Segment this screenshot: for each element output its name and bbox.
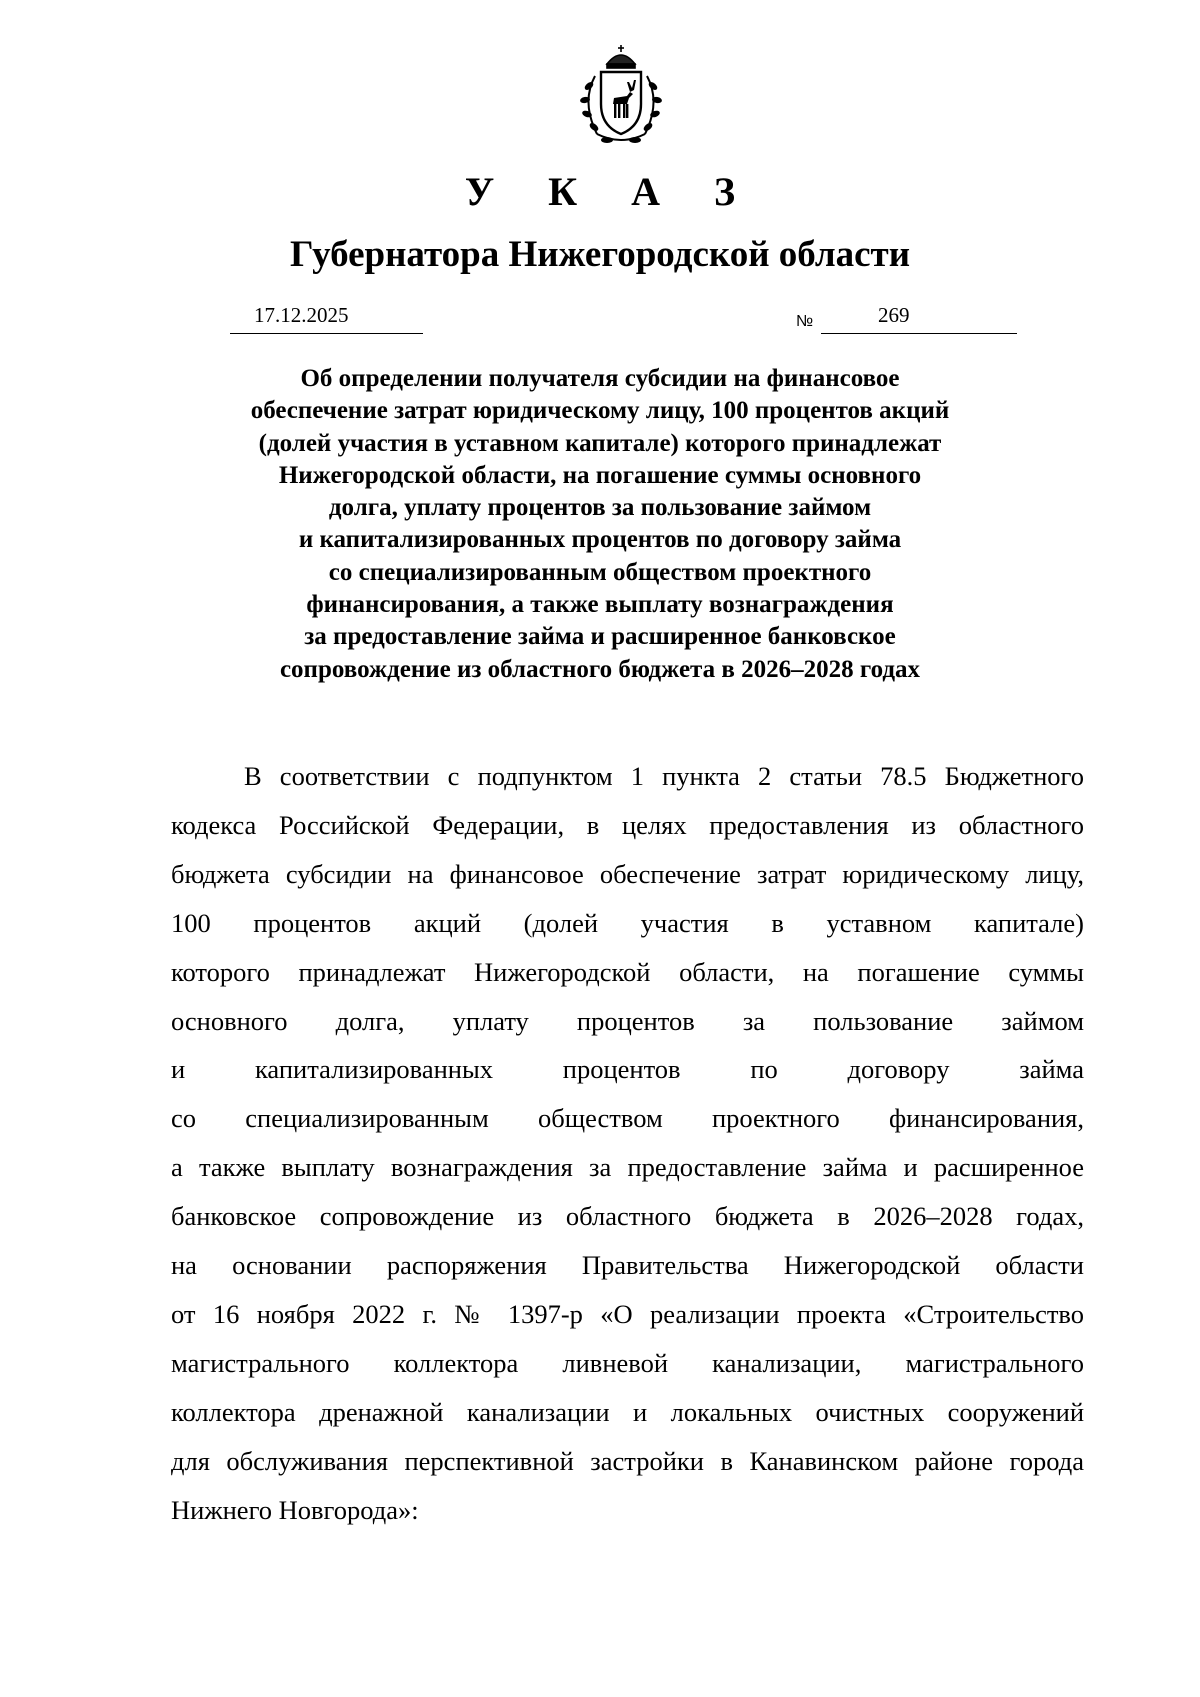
document-date-field	[230, 303, 423, 334]
document-date: 17.12.2025	[254, 303, 349, 327]
subject-line: (долей участия в уставном капитале) которого принадлежат	[258, 429, 942, 457]
body-line: на основании распоряжения Правительства Нижегородской области	[171, 1250, 1084, 1281]
document-subject	[150, 363, 1050, 686]
body-line: от 16 ноября 2022 г. № 1397-р «О реализации проекта «Строительство	[171, 1298, 1084, 1329]
coat-of-arms-emblem	[567, 42, 675, 150]
number-sign: №	[796, 313, 814, 330]
subject-line: сопровождение из областного бюджета в 2026–2028 годах	[279, 655, 921, 683]
body-line: магистрального коллектора ливневой канализации, магистрального	[171, 1347, 1084, 1378]
subject-line: финансирования, а также выплату вознаграждения	[306, 591, 894, 619]
document-title: У К А З	[464, 169, 758, 214]
body-line: для обслуживания перспективной застройки в Канавинском районе города	[171, 1445, 1084, 1476]
subject-line: долга, уплату процентов за пользование займом	[328, 494, 872, 522]
subject-line: обеспечение затрат юридическому лицу, 100 процентов акций	[250, 397, 950, 425]
body-line: со специализированным обществом проектного финансирования,	[171, 1103, 1084, 1134]
body-line: Нижнего Новгорода»:	[171, 1494, 419, 1525]
body-line: коллектора дренажной канализации и локальных очистных сооружений	[171, 1396, 1084, 1427]
body-line: и капитализированных процентов по договору займа	[171, 1054, 1084, 1085]
subject-line: за предоставление займа и расширенное банковское	[304, 623, 896, 651]
body-line: бюджета субсидии на финансовое обеспечение затрат юридическому лицу,	[171, 858, 1084, 889]
document-body-paragraph	[171, 752, 1084, 1535]
body-line: 100 процентов акций (долей участия в уставном капитале)	[171, 907, 1084, 938]
subject-line: Нижегородской области, на погашение суммы основного	[278, 461, 922, 489]
body-line: основного долга, уплату процентов за пользование займом	[171, 1005, 1084, 1036]
body-line: кодекса Российской Федерации, в целях предоставления из областного	[171, 809, 1084, 840]
document-number-field	[821, 303, 1017, 334]
document-issuer: Губернатора Нижегородской области	[289, 234, 911, 275]
subject-line: и капитализированных процентов по договору займа	[298, 526, 902, 554]
document-number: 269	[878, 303, 910, 327]
body-line: которого принадлежат Нижегородской области, на погашение суммы	[171, 956, 1084, 987]
subject-line: Об определении получателя субсидии на финансовое	[300, 365, 900, 392]
body-line: а также выплату вознаграждения за предоставление займа и расширенное	[171, 1152, 1084, 1183]
subject-line: со специализированным обществом проектного	[328, 558, 872, 586]
body-line: банковское сопровождение из областного бюджета в 2026–2028 годах,	[171, 1201, 1084, 1232]
body-line: В соответствии с подпунктом 1 пункта 2 статьи 78.5 Бюджетного	[244, 761, 1084, 791]
